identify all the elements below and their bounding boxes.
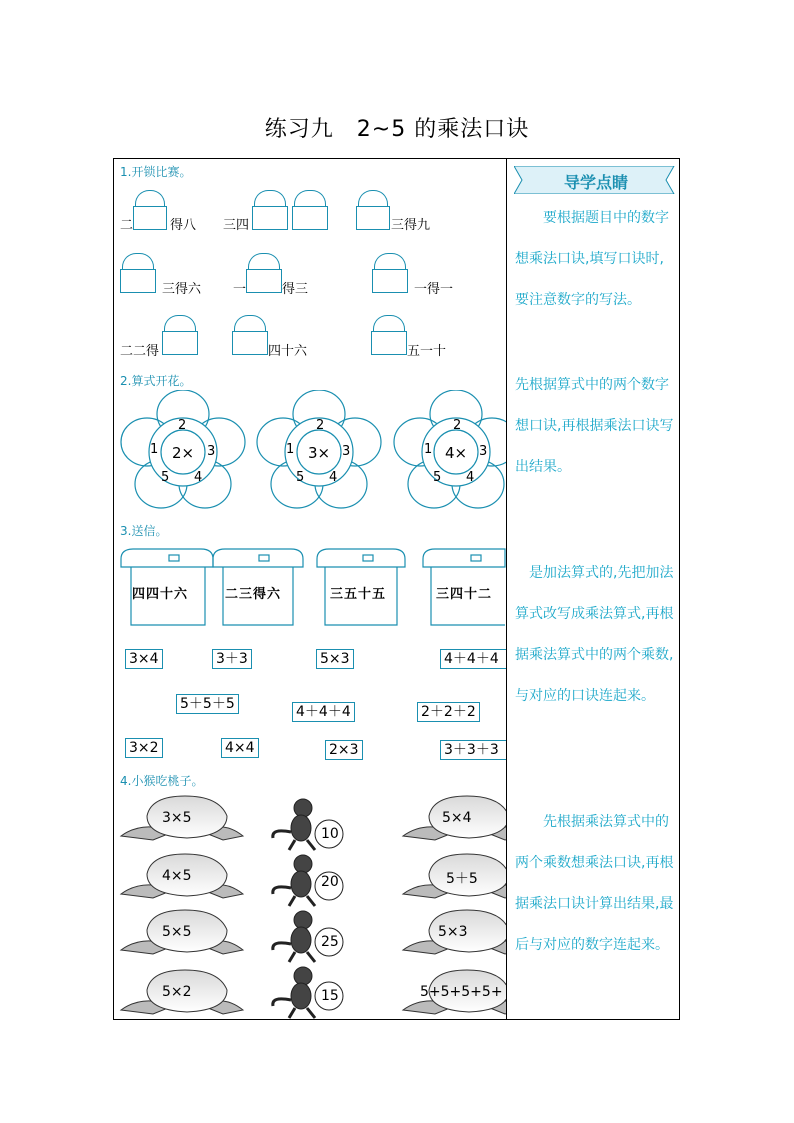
- lock-blank[interactable]: [162, 331, 198, 355]
- lock-text: 一: [233, 282, 247, 297]
- guide-banner-title: 导学点睛: [563, 173, 628, 192]
- petal-number: 5: [433, 470, 442, 485]
- monkey-number: 15: [321, 988, 339, 1004]
- section-1-heading: 1.开锁比赛。: [120, 165, 192, 179]
- lock-text: 三得六: [162, 282, 202, 297]
- lock-text: 得三: [282, 282, 309, 297]
- lock-blank[interactable]: [246, 269, 282, 293]
- letter-expression[interactable]: 2＋2＋2: [417, 702, 480, 722]
- lock-text: 三得九: [391, 218, 431, 233]
- letter-expression[interactable]: 3＋3＋3: [440, 740, 506, 760]
- mailbox-label: 二三得六: [225, 587, 282, 602]
- petal-number: 2: [453, 418, 462, 433]
- petal-number: 4: [329, 470, 338, 485]
- petal-number: 1: [150, 442, 159, 457]
- peach-expression: 5＋5: [446, 871, 478, 887]
- flower-center: 4×: [445, 444, 468, 462]
- monkey-number: 10: [321, 826, 339, 842]
- petal-number: 4: [466, 470, 475, 485]
- monkey-number: 20: [321, 874, 339, 890]
- peach-expression: 4×5: [162, 868, 192, 884]
- lock-blank[interactable]: [252, 206, 288, 230]
- petal-number: 4: [194, 470, 203, 485]
- guide-tip-3: 是加法算式的,先把加法算式改写成乘法算式,再根据乘法算式中的两个乘数,与对应的口诀连起来。: [515, 565, 674, 704]
- lock-blank[interactable]: [371, 331, 407, 355]
- flower-center: 2×: [172, 444, 195, 462]
- petal-number: 5: [296, 470, 305, 485]
- flower-center: 3×: [308, 444, 331, 462]
- monkey-number: 25: [321, 934, 339, 950]
- letter-expression[interactable]: 3×4: [125, 649, 163, 669]
- lock-text: 三四: [223, 218, 250, 233]
- petal-number: 3: [342, 444, 351, 459]
- lock-blank[interactable]: [372, 269, 408, 293]
- page-title: 练习九 2~5 的乘法口诀: [264, 117, 530, 142]
- section-4-heading: 4.小猴吃桃子。: [120, 774, 204, 788]
- petal-number: 5: [161, 470, 170, 485]
- lock-blank[interactable]: [356, 206, 390, 230]
- petal-number: 3: [479, 444, 488, 459]
- lock-text: 五一十: [407, 344, 447, 359]
- guide-tip-1: 要根据题目中的数字想乘法口诀,填写口诀时,要注意数字的写法。: [515, 210, 669, 308]
- petal-number: 3: [207, 444, 216, 459]
- guide-tip-4: 先根据乘法算式中的两个乘数想乘法口诀,再根据乘法口诀计算出结果,最后与对应的数字连起来。: [515, 814, 674, 953]
- peach-expression: 5×4: [442, 810, 472, 826]
- petal-number: 2: [178, 418, 187, 433]
- lock-text: 四十六: [268, 344, 308, 359]
- letter-expression[interactable]: 5×3: [316, 649, 354, 669]
- guide-tip-2: 先根据算式中的两个数字想口诀,再根据乘法口诀写出结果。: [515, 377, 674, 475]
- peach-expression: 5+5+5+5+: [420, 984, 503, 1000]
- peach-expression: 5×2: [162, 984, 192, 1000]
- letter-expression[interactable]: 4＋4＋4: [292, 702, 355, 722]
- section-2-heading: 2.算式开花。: [120, 374, 192, 388]
- section-3-heading: 3.送信。: [120, 524, 168, 538]
- mailbox-label: 三四十二: [436, 587, 493, 602]
- petal-number: 1: [424, 442, 433, 457]
- lock-text: 一得一: [414, 282, 454, 297]
- lock-text: 得八: [170, 218, 197, 233]
- letter-expression[interactable]: 3×2: [125, 738, 163, 758]
- lock-blank[interactable]: [232, 331, 268, 355]
- letter-expression[interactable]: 4×4: [221, 738, 259, 758]
- petal-number: 1: [286, 442, 295, 457]
- letter-expression[interactable]: 5＋5＋5: [176, 694, 239, 714]
- column-divider: [506, 158, 507, 1020]
- letter-expression[interactable]: 2×3: [325, 740, 363, 760]
- letter-expression[interactable]: 3＋3: [212, 649, 252, 669]
- lock-blank[interactable]: [133, 206, 167, 230]
- peach-expression: 3×5: [162, 810, 192, 826]
- petal-number: 2: [316, 418, 325, 433]
- mailbox-label: 四四十六: [132, 587, 189, 602]
- mailbox-label: 三五十五: [330, 587, 387, 602]
- lock-text: 二: [120, 218, 134, 233]
- lock-blank[interactable]: [292, 206, 328, 230]
- letter-expression[interactable]: 4＋4＋4: [440, 649, 506, 669]
- peach-expression: 5×5: [162, 924, 192, 940]
- lock-text: 二二得: [120, 344, 160, 359]
- lock-blank[interactable]: [120, 269, 156, 293]
- peach-expression: 5×3: [438, 924, 468, 940]
